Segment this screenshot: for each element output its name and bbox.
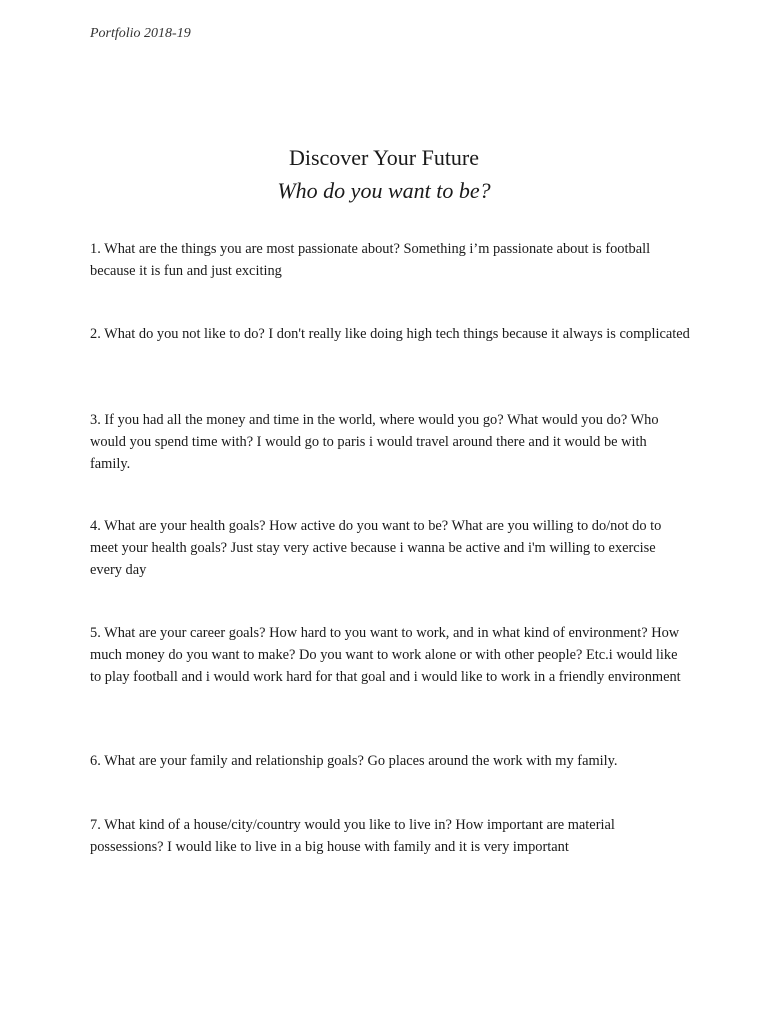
question-text: 5. What are your career goals? How hard to you want to work, and in what kind of environment? How much money do you want to make? Do you want to work alone or with other people? Etc. [90,625,680,663]
question-block-2 [90,323,690,345]
portfolio-header: Portfolio 2018-19 [90,26,191,41]
question-block-3 [90,409,690,475]
question-block-4 [90,515,690,581]
answer-text: Just stay very active because i wanna be active and i'm willing to exercise every day [90,540,656,578]
question-text: 6. What are your family and relationship goals? [90,753,364,769]
answer-text: Something i’m passionate about is football because it is fun and just exciting [90,241,651,279]
question-text: 4. What are your health goals? How active do you want to be? What are you willing to do/not do to meet your health goals? [90,518,662,556]
question-text: 2. What do you not like to do? [90,326,265,342]
question-block-1 [90,238,690,282]
answer-text: I would go to paris i would travel around there and it would be with family. [90,434,647,472]
question-block-5 [90,622,690,688]
question-text: 7. What kind of a house/city/country would you like to live in? How important are material possessions? [90,817,615,855]
question-block-6 [90,750,690,772]
question-block-7 [90,814,690,858]
answer-text: I would like to live in a big house with family and it is very important [167,839,569,855]
question-text: 1. What are the things you are most passionate about? [90,241,400,257]
document-title: Discover Your Future [288,145,480,170]
question-text: 3. If you had all the money and time in the world, where would you go? What would you do? Who would you spend time with? [90,412,659,450]
answer-text: I don't really like doing high tech things because it always is complicated [268,326,690,342]
answer-text: i would like to play football and i would work hard for that goal and i would like to work in a friendly environment [90,647,681,685]
answer-text: Go places around the work with my family. [363,753,618,769]
document-subtitle: Who do you want to be? [277,178,491,203]
